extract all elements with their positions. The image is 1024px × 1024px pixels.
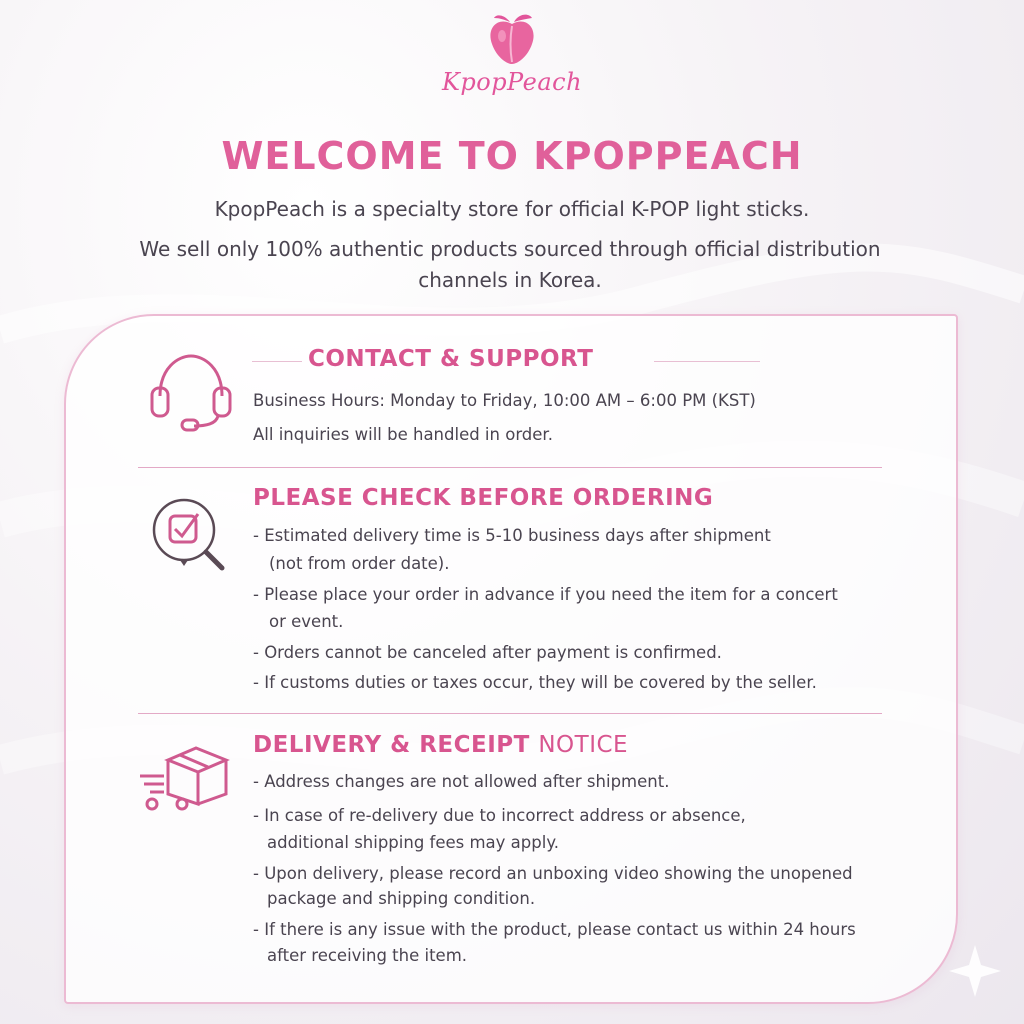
peach-icon bbox=[486, 10, 538, 66]
brand-logo bbox=[0, 10, 1024, 96]
delivery-line: - In case of re-delivery due to incorrect address or absence, bbox=[253, 806, 746, 825]
checklist-magnifier-icon bbox=[148, 494, 230, 576]
ordering-line: - Estimated delivery time is 5-10 business days after shipment bbox=[253, 526, 771, 545]
ordering-title: PLEASE CHECK BEFORE ORDERING bbox=[253, 485, 714, 511]
page-title: WELCOME TO KPOPPEACH bbox=[221, 134, 803, 178]
delivery-title-suffix: NOTICE bbox=[538, 732, 629, 758]
delivery-title-main: DELIVERY & RECEIPT bbox=[253, 732, 530, 758]
delivery-line: additional shipping fees may apply. bbox=[267, 833, 559, 852]
headset-icon bbox=[146, 350, 236, 434]
intro-text-1: KpopPeach is a specialty store for official K-POP light sticks. bbox=[214, 197, 810, 221]
delivery-title bbox=[253, 732, 628, 758]
ordering-line: - If customs duties or taxes occur, they will be covered by the seller. bbox=[253, 673, 817, 692]
ordering-line: - Please place your order in advance if you need the item for a concert bbox=[253, 585, 838, 604]
section-divider bbox=[138, 467, 882, 468]
delivery-line: - If there is any issue with the product, please contact us within 24 hours bbox=[253, 920, 856, 939]
contact-line: Business Hours: Monday to Friday, 10:00 AM – 6:00 PM (KST) bbox=[253, 391, 756, 410]
section-divider bbox=[138, 713, 882, 714]
delivery-truck-icon bbox=[138, 742, 230, 812]
delivery-line: - Address changes are not allowed after shipment. bbox=[253, 772, 670, 791]
brand-name: KpopPeach bbox=[441, 68, 583, 96]
title-deco-right bbox=[654, 361, 760, 362]
ordering-line: (not from order date). bbox=[269, 554, 450, 573]
contact-title: CONTACT & SUPPORT bbox=[308, 346, 594, 372]
delivery-line: package and shipping condition. bbox=[267, 889, 536, 908]
sparkle-icon bbox=[949, 945, 1001, 997]
delivery-line: after receiving the item. bbox=[267, 946, 468, 965]
title-deco-left bbox=[252, 361, 302, 362]
contact-line: All inquiries will be handled in order. bbox=[253, 425, 553, 444]
ordering-line: or event. bbox=[269, 612, 344, 631]
intro-text-2: We sell only 100% authentic products sourced through official distribution channels in Korea. bbox=[139, 237, 881, 292]
ordering-line: - Orders cannot be canceled after payment is confirmed. bbox=[253, 643, 722, 662]
delivery-line: - Upon delivery, please record an unboxing video showing the unopened bbox=[253, 864, 853, 883]
